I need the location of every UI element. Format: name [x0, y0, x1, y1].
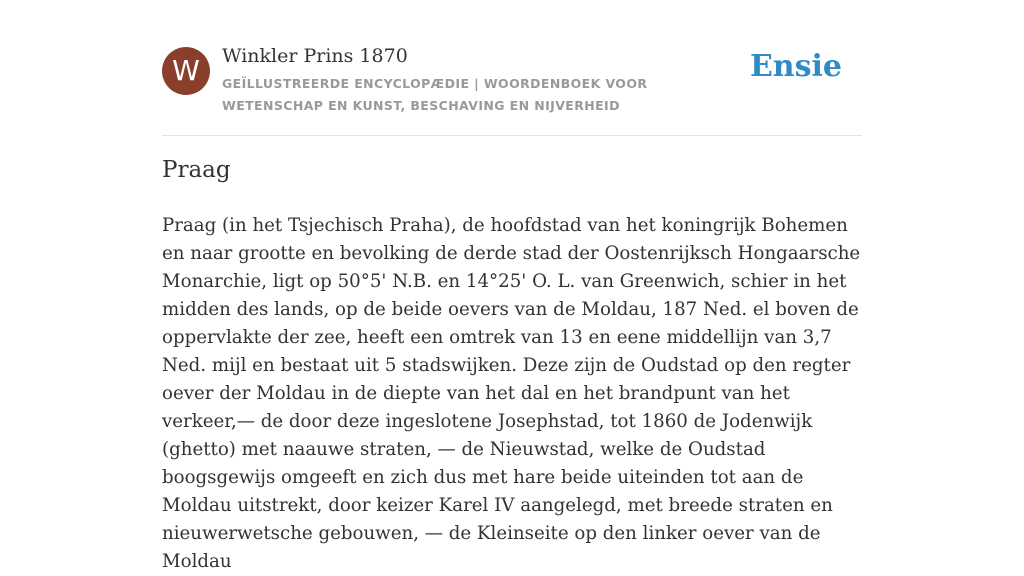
source-title-link[interactable]: Winkler Prins 1870 [222, 45, 408, 67]
entry-title: Praag [162, 157, 231, 183]
source-avatar[interactable]: W [162, 47, 210, 95]
ensie-logo-link[interactable]: Ensie [749, 49, 842, 84]
source-header [162, 44, 862, 136]
entry-body-text: Praag (in het Tsjechisch Praha), de hoofdstad van het koningrijk Bohemen en naar grootte en bevolking de derde stad der Oostenrijksch Hongaarsche Monarchie, ligt op 50°5' N.B. en 14°25' O. L. van Greenwich, schier in het midden des lands, op de beide oevers van de Moldau, 187 Ned. el boven de oppervlakte der zee, heeft een omtrek van 13 en eene middellijn van 3,7 Ned. mijl en bestaat uit 5 stadswijken. Deze zijn de Oudstad op den regter oever der Moldau in de diepte van het dal en het brandpunt van het verkeer,— de door deze ingeslotene Josephstad, tot 1860 de Jodenwijk (ghetto) met naauwe straten, — de Nieuwstad, welke de Oudstad boogsgewijs omgeeft en zich dus met hare beide uiteinden tot aan de Moldau uitstrekt, door keizer Karel IV aangelegd, met breede straten en nieuwerwetsche gebouwen, — de Kleinseite op den linker oever van de Moldau [162, 215, 861, 572]
source-subtitle: GEÏLLUSTREERDE ENCYCLOPÆDIE | WOORDENBOEK VOOR WETENSCHAP EN KUNST, BESCHAVING EN NIJVERHEID [222, 76, 648, 113]
